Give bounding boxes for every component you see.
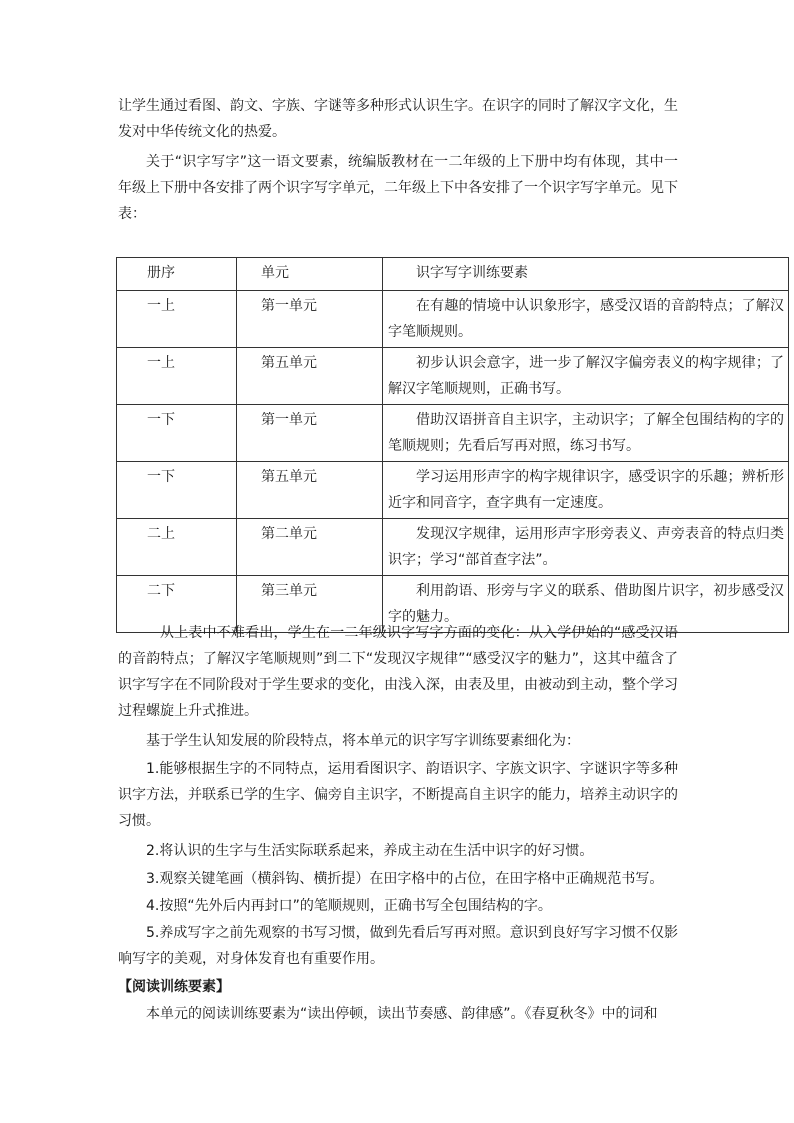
cell-element: 发现汉字规律，运用形声字形旁表义、声旁表音的特点归类识字；学习“部首查字法”。 [383, 519, 789, 576]
table-row [117, 291, 789, 348]
based-paragraph: 基于学生认知发展的阶段特点，将本单元的识字写字训练要素细化为： [146, 733, 580, 749]
goal-item: 3.观察关键笔画（横斜钩、横折提）在田字格中的占位，在田字格中正确规范书写。 [146, 871, 664, 887]
cell-volume: 一下 [117, 462, 237, 519]
cell-element: 学习运用形声字的构字规律识字，感受识字的乐趣；辨析形近字和同音字，查字典有一定速度。 [383, 462, 789, 519]
goal-item: 4.按照“先外后内再封口”的笔顺规则，正确书写全包围结构的字。 [146, 898, 552, 914]
cell-volume: 一上 [117, 291, 237, 348]
cell-volume: 一下 [117, 405, 237, 462]
goal-item: 2.将认识的生字与生活实际联系起来，养成主动在生活中识字的好习惯。 [146, 843, 594, 859]
cell-element: 初步认识会意字，进一步了解汉字偏旁表义的构字规律；了解汉字笔顺规则，正确书写。 [383, 348, 789, 405]
cell-element: 在有趣的情境中认识象形字，感受汉语的音韵特点；了解汉字笔顺规则。 [383, 291, 789, 348]
cell-unit: 第五单元 [237, 462, 383, 519]
section-heading-reading: 【阅读训练要素】 [118, 979, 230, 995]
intro-paragraph [118, 93, 678, 145]
table-row [117, 462, 789, 519]
intro-line-2: 发对中华传统文化的热爱。 [118, 124, 286, 140]
requirements-table [116, 257, 789, 633]
cell-unit: 第五单元 [237, 348, 383, 405]
cell-unit: 第一单元 [237, 405, 383, 462]
cell-unit: 第三单元 [237, 576, 383, 633]
cell-volume: 一上 [117, 348, 237, 405]
cell-volume: 二上 [117, 519, 237, 576]
table-row [117, 348, 789, 405]
cell-volume: 二下 [117, 576, 237, 633]
table-row [117, 405, 789, 462]
table-header-row [117, 258, 789, 291]
change-paragraph: 从上表中不难看出，学生在一二年级识字写字方面的变化：从入学伊始的“感受汉语的音韵特点；了解汉字笔顺规则”到二下“发现汉字规律”“感受汉字的魅力”，这其中蕴含了识字写字在不同阶段对于学生要求的变化，由浅入深，由表及里，由被动到主动，整个学习过程螺旋上升式推进。 [118, 625, 678, 719]
reading-paragraph: 本单元的阅读训练要素为“读出停顿，读出节奏感、韵律感”。《春夏秋冬》中的词和 [146, 1006, 658, 1022]
goal-item: 5.养成写字之前先观察的书写习惯，做到先看后写再对照。意识到良好写字习惯不仅影响写字的美观，对身体发育也有重要作用。 [118, 925, 678, 967]
cell-element: 利用韵语、形旁与字义的联系、借助图片识字，初步感受汉字的魅力。 [383, 576, 789, 633]
header-volume: 册序 [117, 258, 237, 291]
cell-unit: 第一单元 [237, 291, 383, 348]
header-unit: 单元 [237, 258, 383, 291]
goal-item: 1.能够根据生字的不同特点，运用看图识字、韵语识字、字族文识字、字谜识字等多种识字方法，并联系已学的生字、偏旁自主识字，不断提高自主识字的能力，培养主动识字的习惯。 [118, 761, 678, 829]
intro-line-1: 让学生通过看图、韵文、字族、字谜等多种形式认识生字。在识字的同时了解汉字文化，生 [118, 98, 678, 114]
table-row [117, 519, 789, 576]
cell-element: 借助汉语拼音自主识字，主动识字；了解全包围结构的字的笔顺规则；先看后写再对照，练习书写。 [383, 405, 789, 462]
cell-unit: 第二单元 [237, 519, 383, 576]
about-paragraph: 关于“识字写字”这一语文要素，统编版教材在一二年级的上下册中均有体现，其中一年级上下册中各安排了两个识字写字单元，二年级上下中各安排了一个识字写字单元。见下表： [118, 154, 678, 222]
header-element: 识字写字训练要素 [383, 258, 789, 291]
